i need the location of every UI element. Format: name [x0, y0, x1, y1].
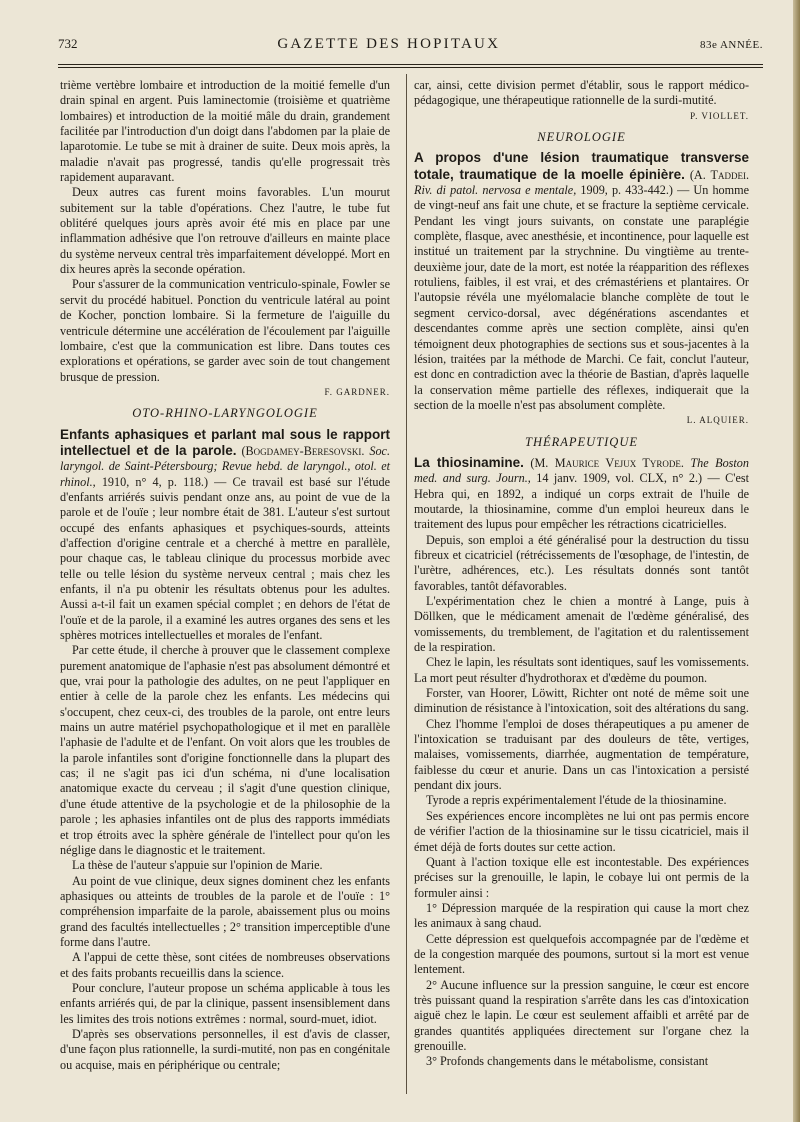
page-number: 732 — [58, 36, 78, 51]
article-journal: Riv. di patol. nervosa e mentale, — [414, 183, 577, 198]
journal-title: GAZETTE DES HOPITAUX — [277, 36, 501, 52]
paragraph: D'après ses observations personnelles, il est d'avis de classer, d'une façon plus rationnelle, la surdi-mutité, non pas en congénitale ou acquise, mais en périphérique ou centrale; — [60, 1026, 390, 1072]
paragraph: Tyrode a repris expérimentalement l'étude de la thiosinamine. — [426, 793, 727, 808]
left-column — [60, 78, 390, 1073]
article-headline: A propos d'une lésion traumatique transverse totale, traumatique de la moelle épinière. — [414, 150, 749, 182]
paragraph: car, ainsi, cette division permet d'établir, sous le rapport médico-pédagogique, une thérapeutique rationnelle de la surdi-mutité. — [414, 78, 749, 108]
paragraph: Chez l'homme l'emploi de doses thérapeutiques a pu amener de l'intoxication se traduisant par des douleurs de tête, vertiges, malaises, vomissements, diarrhée, augmentation de température, faiblesse du cœur et anurie. Dans un cas l'intoxication a persisté pendant dix jours. — [414, 716, 749, 793]
paragraph: Forster, van Hoorer, Löwitt, Richter ont noté de même soit une diminution de résistance à l'intoxication, soit des altérations du sang. — [414, 686, 749, 716]
paragraph: 1° Dépression marquée de la respiration qui cause la mort chez les animaux à sang chaud. — [414, 900, 749, 931]
paragraph: trième vertèbre lombaire et introduction de la moitié femelle d'un drain spinal en argent. Puis laminectomie (troisième et quatrième lombaires) et introduction de la moitié mâle du drain, grandement facilitée par l'introduction d'un doigt dans l'abdomen par la plaie de laparotomie. Le tube se mit à drainer de suite. Deux mois après, la maladie n'avait pas progressé, tandis qu'elle progressait très rapidement auparavant. — [60, 78, 390, 185]
paragraph: L'expérimentation chez le chien a montré à Lange, puis à Döllken, que le médicament amenait de l'œdème généralisé, des vomissements, du tremblement, de l'agitation et du ralentissement de la respiration. — [414, 594, 749, 655]
column-separator — [406, 74, 407, 1094]
paragraph: Par cette étude, il cherche à prouver que le classement complexe purement anatomique de l'aphasie n'est pas absolument démontré et que, vrai pour la pathologie des adultes, on ne peut l'appliquer en entier à celle de la parole chez les enfants. Les médecins qui s'occupent, chez ceux-ci, des troubles de la parole, ont entre leurs mains un autre matériel psychopathologique et il met en parallèle l'aphasie de l'adulte et de l'enfant. On voit alors que les troubles de la parole infantiles sont d'origine fonctionnelle dans la plupart des cas; il ne s'agit pas ici d'un schéma, ni d'une localisation anatomique exacte du cerveau ; il s'agit d'une question clinique, d'une étude attentive de la psychologie et de la philosophie de la parole ; les aphasies infantiles ont de plus des rapports immédiats et trop étroits avec la sphère générale de l'intellect pour qu'on les néglige dans le diagnostic et le traitement. — [60, 643, 390, 857]
paragraph: Chez le lapin, les résultats sont identiques, sauf les vomissements. La mort peut résulter d'hydrothorax et d'œdème du poumon. — [414, 655, 749, 685]
article-paragraph — [414, 455, 749, 533]
article-body: 1909, p. 433-442.) — Un homme de vingt-neuf ans fait une chute, et se fracture la septième cervicale. Pendant les vingt jours suivants, on constate une paraplégie complète, flasque, avec anesthésie, et incontinence, pour laquelle est institué un traitement par la strychnine. Du vingtième au trente-deuxième jour, date de la mort, est notée la réapparition des réflexes rotuliens, faibles, il est vrai, et des crémastériens et plantaires. Or l'autopsie révéla une myélomalacie blanche complète de tout le segment cervico-dorsal, avec dégénérations ascendantes et descendantes comme après une section complète, ainsi qu'en témoignent deux photographies de sections sus et sous-jacentes à la lésion, traitées par la méthode de Marchi. Ce fait, conclut l'auteur, est donc en contradiction avec la théorie de Bastian, d'après laquelle la conservation même partielle des réflexes, indiquerait que la section de la moelle n'est pas absolument complète. — [414, 183, 750, 412]
section-title: THÉRAPEUTIQUE — [525, 434, 638, 449]
paragraph: Cette dépression est quelquefois accompagnée par de l'œdème et de la congestion marquée des poumons, surtout si la mort est venue lentement. — [414, 931, 749, 977]
article-headline: La thiosinamine. — [414, 454, 524, 470]
article-journal: The Boston med. and surg. Journ., — [414, 455, 749, 486]
paragraph: Deux autres cas furent moins favorables. L'un mourut subitement sur la table d'opérations. Chez l'autre, le tube fut oblitéré quelques jours après avoir été mis en place par une inflammation adhésive que l'on retrouve d'ailleurs en mainte place du système nerveux central très imparfaitement développé. Mort en dix heures après la seconde opération. — [60, 185, 390, 277]
article-journal: Soc. laryngol. de Saint-Pétersbourg; Revue hebd. de laryngol., otol. et rhinol., — [60, 443, 391, 489]
article-author: (A. Taddei. — [689, 167, 750, 182]
author-signature: L. ALQUIER. — [686, 415, 749, 426]
paragraph: Pour s'assurer de la communication ventriculo-spinale, Fowler se servit du procédé habituel. Ponction du ventricule latéral au point de Kocher, ponction lombaire. Si la fermeture de l'aiguille du ventricule détermine une accélération de l'écoulement par l'aiguille lombaire, c'est que la communication est libre. Dans toutes ces explorations et opérations, se garder avec soin de tout changement brusque de pression. — [60, 277, 390, 384]
article-body: 1910, n° 4, p. 118.) — Ce travail est basé sur l'étude d'enfants arriérés suivis pendant onze ans, au point de vue de la parole et de l'ouïe ; leur nombre était de 381. L'auteur s'est surtout occupé des enfants aphasiques et psychiques-sourds, atteints d'affection d'origine centrale et a cherché à mettre en parallèle, pour chaque cas, le tableau clinique du processus morbide avec telle ou telle lésion du système nerveux central ; mais chez les enfants, il n'a pu obtenir les résultats obtenus pour les adultes. Aussi a-t-il fait un examen spécial complet ; en dehors de l'état de l'ouïe et de la parole, il a examiné les autres organes des sens et les sphères motrices intellectuelles et morales de l'enfant. — [60, 474, 390, 643]
paragraph: Quant à l'action toxique elle est incontestable. Des expériences précises sur la grenouille, le lapin, le cobaye lui ont permis de la formuler ainsi : — [414, 854, 749, 900]
header-rule — [58, 64, 763, 65]
author-signature: P. VIOLLET. — [690, 110, 749, 121]
paragraph: La thèse de l'auteur s'appuie sur l'opinion de Marie. — [72, 858, 323, 873]
page-header — [58, 36, 763, 62]
article-paragraph: Enfants aphasiques et parlant mal sous le rapport intellectuel et de la parole. (Bogdamey-Beresovski. Soc. laryngol. de Saint-Pétersbourg; Revue hebd. de laryngol., otol. et rhinol., 1910, n° 4, p. 118.) — Ce travail est basé sur l'étude d'enfants arriérés suivis pendant onze ans, au point de vue de la parole et de l'ouïe ; leur nombre était de 381. L'auteur s'est surtout occupé des enfants aphasiques et psychiques-sourds, atteints d'affection d'origine centrale et a cherché à mettre en parallèle, pour chaque cas, le tableau clinique du processus morbide avec telle ou telle lésion du système nerveux central ; mais chez les enfants, il n'a pu obtenir les résultats obtenus pour les adultes. Aussi a-t-il fait un examen spécial complet ; en dehors de l'état de l'ouïe et de la parole, il a examiné les autres organes des sens et les sphères motrices intellectuelles et morales de l'enfant. — [60, 426, 391, 643]
section-title: OTO-RHINO-LARYNGOLOGIE — [132, 406, 318, 421]
author-signature: F. GARDNER. — [324, 386, 390, 397]
paragraph: Depuis, son emploi a été généralisé pour la destruction du tissu fibreux et cicatriciel (rétrécissements de l'œsophage, de l'intestin, de l'urètre, adhérences, etc.). Les résultats donnés sont tantôt favorables, tantôt défavorables. — [414, 532, 749, 593]
header-rule-double — [58, 67, 763, 68]
right-column — [414, 78, 749, 1070]
article-author: Bogdamey-Beresovski. — [245, 443, 365, 458]
year-label: 83e ANNÉE. — [699, 39, 763, 51]
article-body: 14 janv. 1909, vol. CLX, n° 2.) — C'est Hebra qui, en 1892, a indiqué un corps extrait de l'huile de moutarde, la thiosinamine, comme d'un emploi heureux dans le traitement des lupus pour empêcher les rétractions cicatricielles. — [414, 471, 750, 532]
article-headline: Enfants aphasiques et parlant mal sous le rapport intellectuel et de la parole. — [60, 426, 390, 458]
article-paragraph — [414, 150, 749, 413]
section-title: NEUROLOGIE — [537, 130, 626, 145]
article-author: (M. Maurice Vejux Tyrode. — [530, 455, 684, 470]
paragraph: Ses expériences encore incomplètes ne lui ont pas permis encore de vérifier l'action de la thiosinamine sur le tissu cicatriciel, mais il émet déjà de forts doutes sur cette action. — [414, 808, 749, 854]
paragraph: Pour conclure, l'auteur propose un schéma applicable à tous les enfants arriérés qui, de par la clinique, passent insensiblement dans les limites des trois notions extrêmes : normal, sourd-muet, idiot. — [60, 980, 390, 1026]
paragraph: 2° Aucune influence sur la pression sanguine, le cœur est encore très puissant quand la respiration s'arrête dans les cas d'intoxication aiguë chez le lapin. Le cœur est seulement affaibli et arrêté par de grandes quantités appliquées directement sur l'organe chez la grenouille. — [414, 977, 749, 1053]
paragraph: A l'appui de cette thèse, sont citées de nombreuses observations et des faits probants recueillis dans la science. — [60, 950, 390, 980]
page-edge — [793, 0, 800, 1122]
paragraph: Au point de vue clinique, deux signes dominent chez les enfants aphasiques ou atteints de troubles de la parole et de l'ouïe : 1° compréhension imparfaite de la parole, abaissement plus ou moins grand des facultés intellectuelles ; 2° transition imperceptible d'une forme dans l'autre. — [60, 873, 390, 949]
paragraph: 3° Profonds changements dans le métabolisme, consistant — [426, 1054, 709, 1069]
